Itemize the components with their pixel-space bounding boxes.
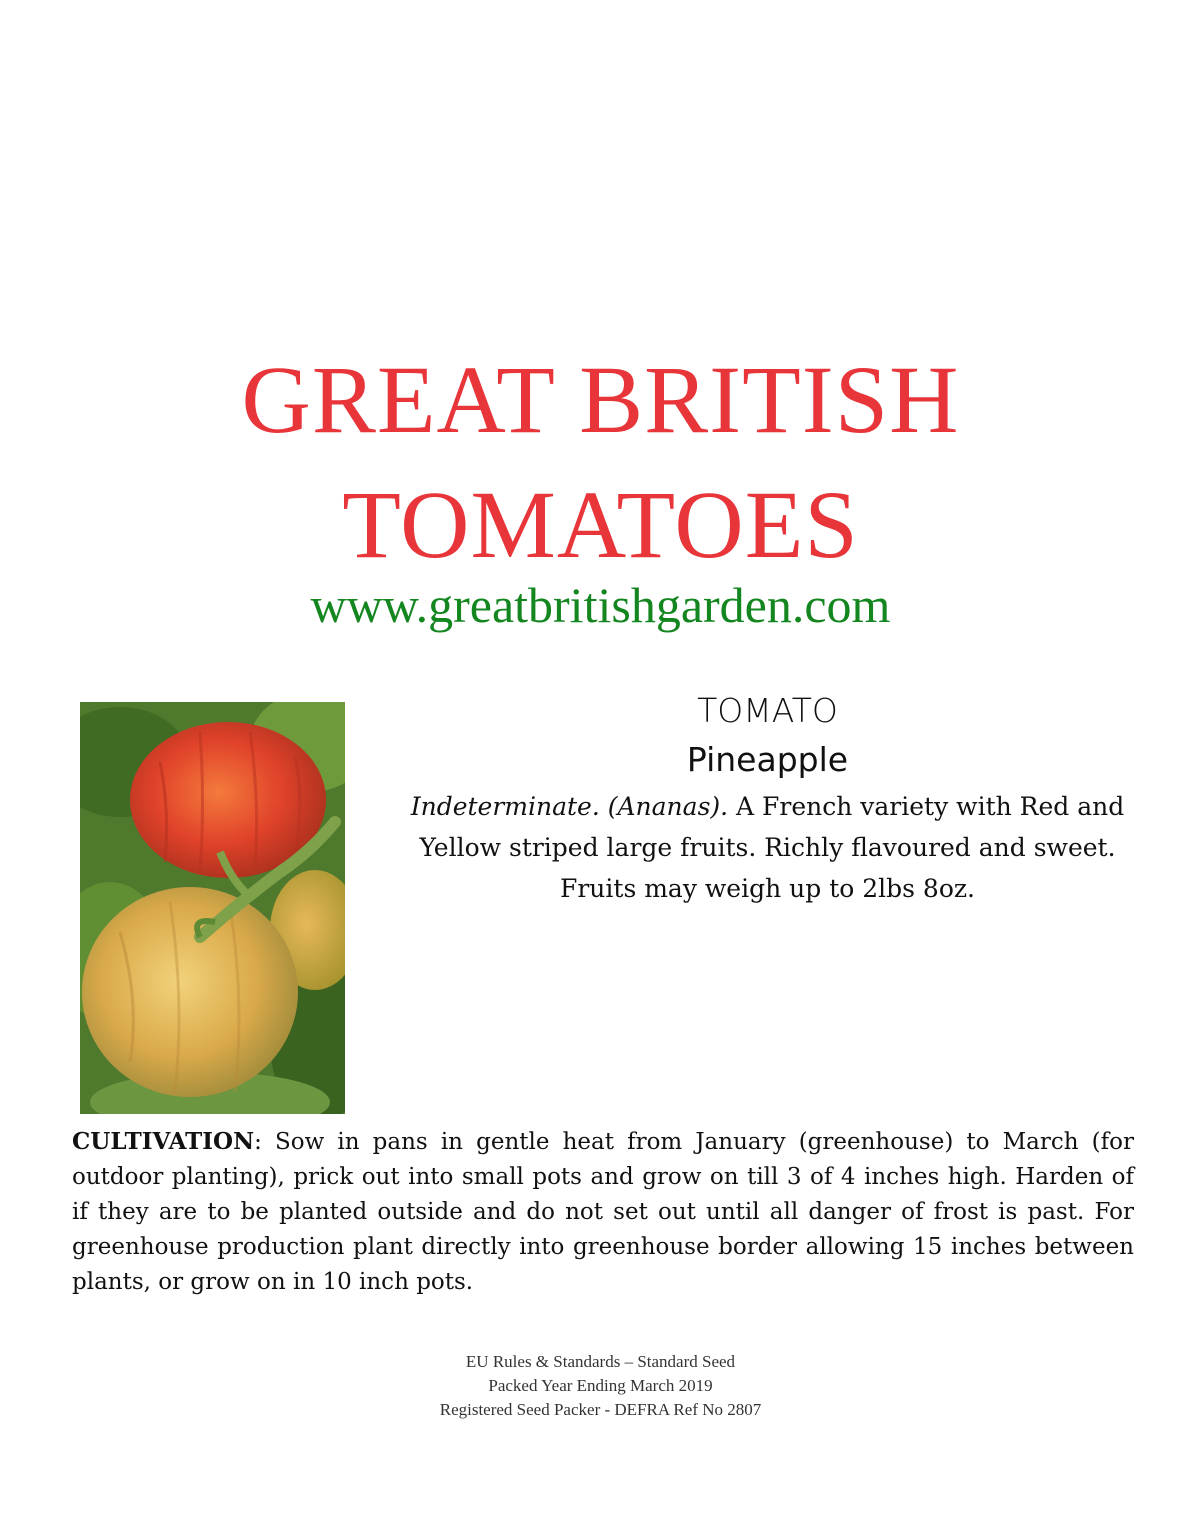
variety-name: Pineapple (686, 740, 849, 779)
footer-packed-year: Packed Year Ending March 2019 (488, 1376, 713, 1395)
footer (0, 1350, 1201, 1422)
vegetable-name: TOMATO (697, 691, 838, 730)
cultivation-instructions (72, 1124, 1134, 1300)
website-url: www.greatbritishgarden.com (310, 577, 891, 633)
description-text: A French variety with Red and Yellow striped large fruits. Richly flavoured and sweet. Fruits may weigh up to 2lbs 8oz. (419, 792, 1125, 903)
cultivation-text: : Sow in pans in gentle heat from January (greenhouse) to March (for outdoor planting), prick out into small pots and grow on till 3 of 4 inches high. Harden of if they are to be planted outside and do not set out until all danger of frost is past. For greenhouse production plant directly into greenhouse border allowing 15 inches between plants, or grow on in 10 inch pots. (72, 1129, 1134, 1295)
product-description (385, 786, 1150, 909)
page-title-line2: TOMATOES (342, 471, 859, 578)
product-info (385, 688, 1150, 909)
plant-type: Indeterminate. (Ananas). (410, 792, 729, 821)
tomato-photo (80, 702, 345, 1114)
cultivation-label: CULTIVATION (72, 1128, 255, 1155)
footer-standards: EU Rules & Standards – Standard Seed (465, 1352, 736, 1371)
footer-registration: Registered Seed Packer - DEFRA Ref No 2807 (439, 1400, 762, 1419)
page-title-line1: GREAT BRITISH (241, 346, 960, 453)
